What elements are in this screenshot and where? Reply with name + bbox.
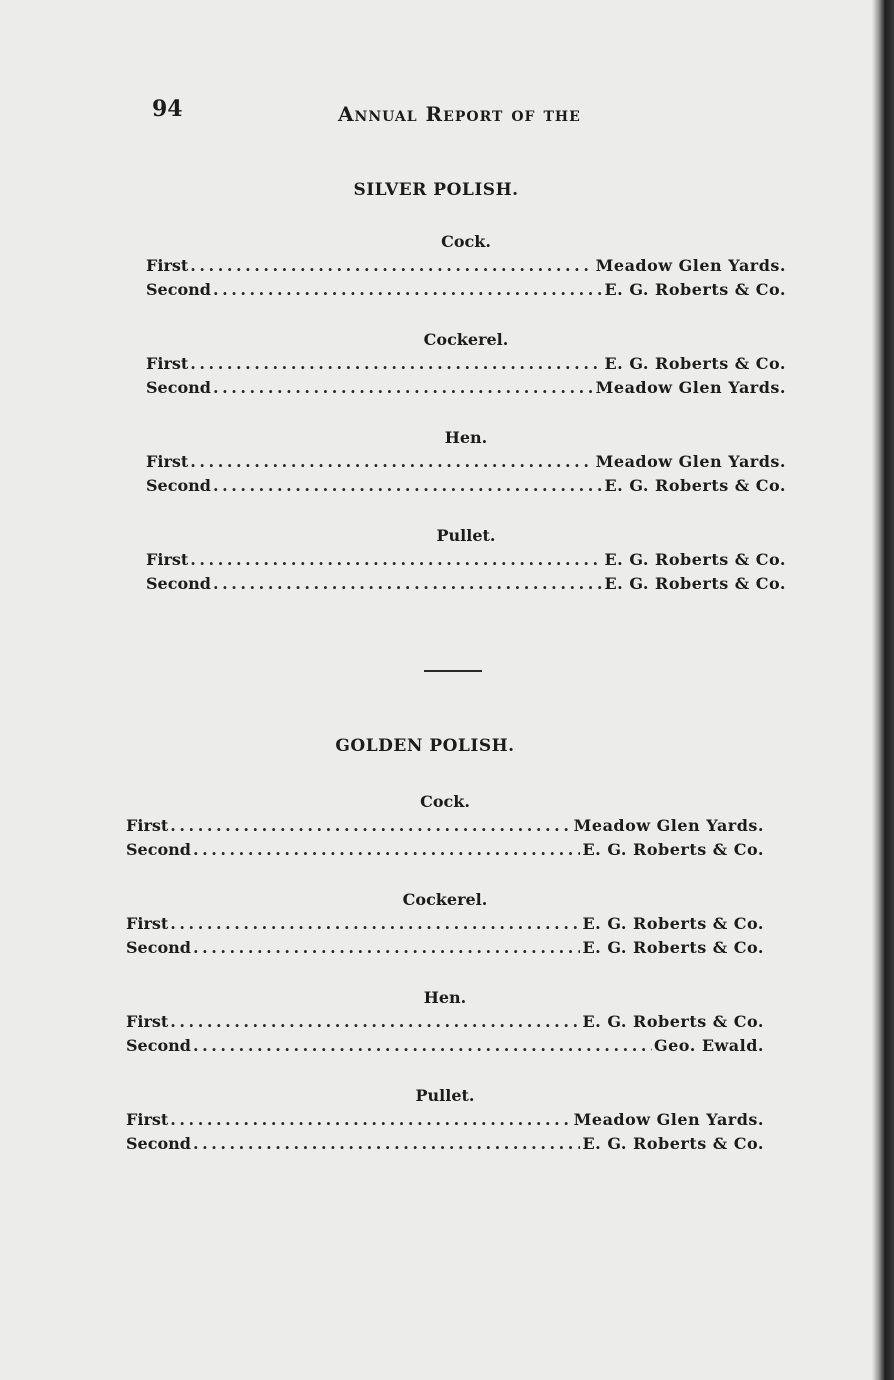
award-row-second bbox=[126, 936, 764, 960]
award-row-second bbox=[126, 838, 764, 862]
class-block-cock bbox=[126, 790, 764, 862]
dot-leader bbox=[190, 352, 602, 376]
class-name: Pullet. bbox=[415, 1086, 475, 1105]
class-name: Cockerel. bbox=[423, 330, 509, 349]
winner-name: E. G. Roberts & Co. bbox=[604, 280, 786, 299]
award-row-first bbox=[126, 814, 764, 838]
winner-name: Meadow Glen Yards. bbox=[573, 816, 764, 835]
dot-leader bbox=[193, 1132, 581, 1156]
winner-name: E. G. Roberts & Co. bbox=[582, 1134, 764, 1153]
winner-name: Meadow Glen Yards. bbox=[595, 452, 786, 471]
winner-name: Meadow Glen Yards. bbox=[595, 256, 786, 275]
winner-name: E. G. Roberts & Co. bbox=[604, 574, 786, 593]
class-block-cockerel bbox=[146, 328, 786, 400]
place-label: First bbox=[146, 354, 189, 373]
class-name: Pullet. bbox=[436, 526, 496, 545]
dot-leader bbox=[190, 254, 593, 278]
dot-leader bbox=[193, 936, 581, 960]
section-title: SILVER POLISH. bbox=[353, 180, 519, 200]
dot-leader bbox=[170, 1108, 571, 1132]
winner-name: Geo. Ewald. bbox=[653, 1036, 764, 1055]
award-row-second bbox=[146, 278, 786, 302]
place-label: Second bbox=[146, 378, 211, 397]
award-row-first bbox=[126, 1108, 764, 1132]
dot-leader bbox=[190, 450, 593, 474]
class-block-cockerel bbox=[126, 888, 764, 960]
page-header bbox=[0, 96, 872, 136]
place-label: First bbox=[126, 1012, 169, 1031]
dot-leader bbox=[170, 1010, 580, 1034]
place-label: Second bbox=[126, 840, 191, 859]
dot-leader bbox=[213, 278, 603, 302]
winner-name: E. G. Roberts & Co. bbox=[582, 840, 764, 859]
class-name: Hen. bbox=[423, 988, 467, 1007]
award-row-second bbox=[146, 572, 786, 596]
section-golden-polish bbox=[0, 736, 872, 1156]
winner-name: E. G. Roberts & Co. bbox=[582, 1012, 764, 1031]
class-block-pullet bbox=[126, 1084, 764, 1156]
place-label: First bbox=[146, 550, 189, 569]
award-row-second bbox=[146, 474, 786, 498]
page-edge bbox=[872, 0, 894, 1380]
dot-leader bbox=[193, 838, 581, 862]
class-block-cock bbox=[146, 230, 786, 302]
dot-leader bbox=[170, 912, 580, 936]
section-divider-rule bbox=[424, 670, 482, 672]
winner-name: E. G. Roberts & Co. bbox=[582, 938, 764, 957]
place-label: Second bbox=[126, 938, 191, 957]
award-row-first bbox=[126, 1010, 764, 1034]
class-block-hen bbox=[146, 426, 786, 498]
class-block-hen bbox=[126, 986, 764, 1058]
dot-leader bbox=[190, 548, 602, 572]
award-row-second bbox=[126, 1034, 764, 1058]
winner-name: E. G. Roberts & Co. bbox=[604, 476, 786, 495]
award-row-first bbox=[146, 450, 786, 474]
winner-name: E. G. Roberts & Co. bbox=[582, 914, 764, 933]
dot-leader bbox=[213, 474, 603, 498]
award-row-second bbox=[146, 376, 786, 400]
place-label: Second bbox=[146, 476, 211, 495]
place-label: First bbox=[146, 452, 189, 471]
place-label: Second bbox=[126, 1036, 191, 1055]
dot-leader bbox=[213, 572, 603, 596]
page-number: 94 bbox=[152, 96, 183, 122]
award-row-second bbox=[126, 1132, 764, 1156]
class-name: Cock. bbox=[441, 232, 491, 251]
award-row-first bbox=[146, 548, 786, 572]
class-block-pullet bbox=[146, 524, 786, 596]
award-row-first bbox=[126, 912, 764, 936]
class-name: Cock. bbox=[420, 792, 470, 811]
winner-name: E. G. Roberts & Co. bbox=[604, 354, 786, 373]
dot-leader bbox=[213, 376, 594, 400]
place-label: First bbox=[126, 1110, 169, 1129]
place-label: First bbox=[126, 914, 169, 933]
dot-leader bbox=[193, 1034, 652, 1058]
award-row-first bbox=[146, 352, 786, 376]
class-name: Hen. bbox=[444, 428, 488, 447]
place-label: Second bbox=[146, 574, 211, 593]
class-name: Cockerel. bbox=[402, 890, 488, 909]
place-label: First bbox=[146, 256, 189, 275]
place-label: Second bbox=[126, 1134, 191, 1153]
place-label: First bbox=[126, 816, 169, 835]
place-label: Second bbox=[146, 280, 211, 299]
section-title: GOLDEN POLISH. bbox=[335, 736, 515, 756]
section-silver-polish bbox=[0, 180, 872, 596]
award-row-first bbox=[146, 254, 786, 278]
winner-name: Meadow Glen Yards. bbox=[595, 378, 786, 397]
winner-name: E. G. Roberts & Co. bbox=[604, 550, 786, 569]
winner-name: Meadow Glen Yards. bbox=[573, 1110, 764, 1129]
dot-leader bbox=[170, 814, 571, 838]
running-title: Annual Report of the bbox=[338, 102, 581, 126]
